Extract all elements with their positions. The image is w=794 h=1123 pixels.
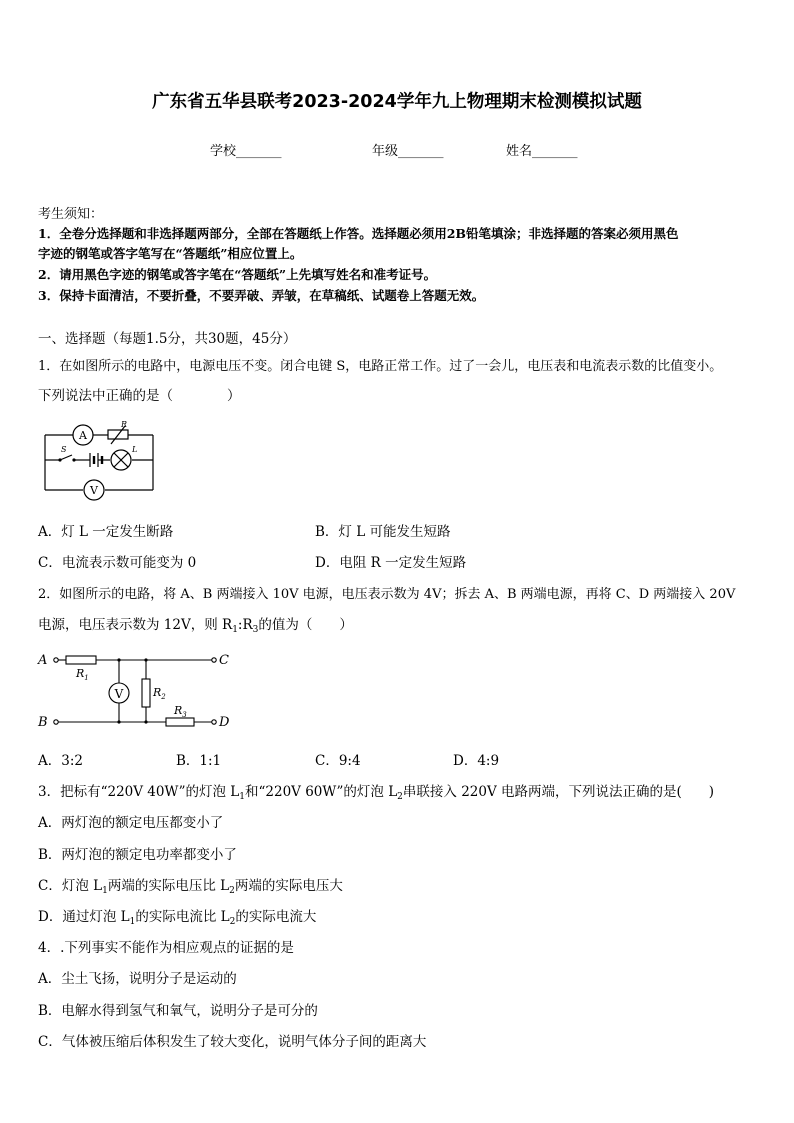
q1-option-d: D．电阻 R 一定发生短路 — [315, 555, 467, 571]
terminal-d-label: D — [219, 715, 230, 730]
terminal-a-label: A — [38, 653, 48, 668]
q2-option-a: A．3:2 — [38, 753, 83, 769]
q4-stem: 4．.下列事实不能作为相应观点的证据的是 — [38, 940, 294, 956]
terminal-b-label: B — [38, 715, 48, 730]
q3-option-c: C．灯泡 $L_1$两端的实际电压比 $L_2$两端的实际电压大 — [38, 878, 343, 896]
q3-stem: 3．把标有“220V 40W”的灯泡 $L_1$和“220V 60W”的灯泡 $L_2$串联接入 220V 电路两端，下列说法正确的是( ) — [38, 784, 715, 802]
r3-label: $R_3$ — [174, 704, 187, 719]
q1-stem-2: 下列说法中正确的是（ ） — [38, 388, 241, 404]
q3-option-d: D．通过灯泡 $L_1$的实际电流比 $L_2$的实际电流大 — [38, 909, 317, 927]
school-field: 学校_______ — [210, 144, 282, 159]
ammeter-label: A — [79, 429, 87, 442]
q2-option-d: D．4:9 — [453, 753, 500, 769]
resistor-label: R — [121, 420, 128, 429]
q1-option-b: B．灯 L 可能发生短路 — [315, 524, 451, 540]
notice-heading: 考生须知： — [38, 207, 104, 222]
q1-stem: 1．在如图所示的电路中，电源电压不变。闭合电键 S，电路正常工作。过了一会儿，电压表和电流表示数的比值变小。 — [38, 359, 723, 374]
q3-option-b: B．两灯泡的额定电功率都变小了 — [38, 847, 237, 863]
q2-option-c: C．9:4 — [315, 753, 361, 769]
r2-label: $R_2$ — [153, 686, 166, 701]
page-title: 广东省五华县联考2023-2024学年九上物理期末检测模拟试题 — [152, 92, 642, 112]
terminal-c-label: C — [219, 653, 229, 668]
lamp-label: L — [132, 445, 138, 454]
name-field: 姓名_______ — [506, 144, 578, 159]
q3-option-a: A．两灯泡的额定电压都变小了 — [38, 815, 224, 831]
q2-option-b: B．1:1 — [176, 753, 222, 769]
grade-field: 年级_______ — [372, 144, 444, 159]
r1-label: $R_1$ — [76, 667, 89, 682]
q1-option-c: C．电流表示数可能变为 0 — [38, 555, 197, 571]
q4-option-c: C．气体被压缩后体积发生了较大变化，说明气体分子间的距离大 — [38, 1034, 427, 1050]
voltmeter-label: V — [114, 687, 124, 701]
notice-line: 2．请用黑色字迹的钢笔或答字笔在“答题纸”上先填写姓名和准考证号。 — [38, 267, 437, 282]
notice-line: 1．全卷分选择题和非选择题两部分，全部在答题纸上作答。选择题必须用2B铅笔填涂；非选择题的答案必须用黑色 — [38, 226, 679, 241]
q4-option-a: A．尘土飞扬，说明分子是运动的 — [38, 971, 237, 987]
q2-stem-2: 电源，电压表示数为 12V，则 $R_1:R_3$的值为（ ） — [38, 617, 353, 635]
voltmeter-label: V — [90, 484, 98, 497]
switch-label: S — [61, 445, 67, 454]
q1-circuit-diagram — [38, 418, 163, 504]
notice-line: 3．保持卡面清洁，不要折叠，不要弄破、弄皱，在草稿纸、试题卷上答题无效。 — [38, 288, 485, 303]
q2-circuit-diagram — [36, 648, 236, 730]
section-heading: 一、选择题（每题1.5分，共30题，45分） — [38, 331, 297, 347]
q4-option-b: B．电解水得到氢气和氧气，说明分子是可分的 — [38, 1003, 318, 1019]
notice-line: 字迹的钢笔或答字笔写在“答题纸”相应位置上。 — [38, 246, 303, 261]
q1-option-a: A．灯 L 一定发生断路 — [38, 524, 174, 540]
q2-stem: 2．如图所示的电路，将 A、B 两端接入 10V 电源，电压表示数为 4V；拆去 A、B 两端电源，再将 C、D 两端接入 20V — [38, 587, 736, 602]
